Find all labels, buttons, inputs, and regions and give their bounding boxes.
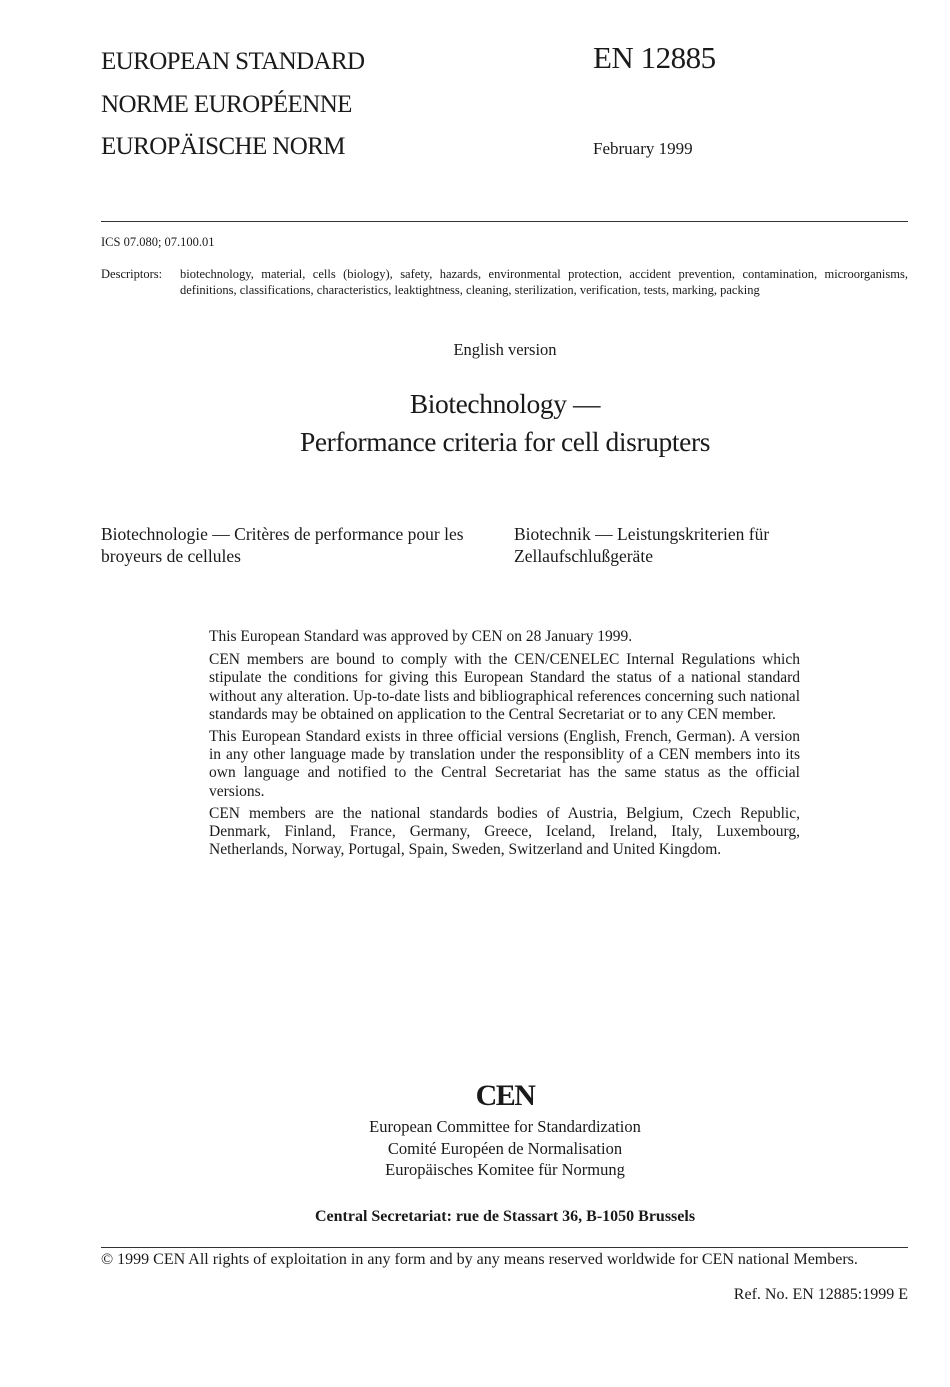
approval-notice — [209, 628, 800, 863]
publication-date: February 1999 — [593, 139, 693, 158]
approval-date-paragraph: This European Standard was approved by CEN on 28 January 1999. — [209, 628, 633, 645]
reference-number: Ref. No. EN 12885:1999 E — [733, 1286, 908, 1303]
cen-logo: CEN — [475, 1079, 535, 1112]
french-title: Biotechnologie — Critères de performance pour les broyeurs de cellules — [101, 524, 464, 566]
language-version: English version — [453, 340, 557, 359]
copyright-notice: © 1999 CEN All rights of exploitation in any form and by any means reserved worldwide for CEN national Members. — [101, 1251, 858, 1268]
standard-name-english: EUROPEAN STANDARD — [101, 48, 365, 75]
compliance-paragraph: CEN members are bound to comply with the CEN/CENELEC Internal Regulations which stipulate the conditions for giving this European Standard the status of a national standard without any alteration. Up-to-date lists and bibliographical references concerning such national standards may be obtained on application to the Central Secretariat or to any CEN member. — [209, 651, 800, 723]
cen-name-german: Europäisches Komitee für Normung — [385, 1160, 625, 1179]
descriptors-label: Descriptors: — [101, 267, 163, 281]
official-versions-paragraph: This European Standard exists in three official versions (English, French, German). A version in any other language made by translation under the responsiblity of a CEN members into its own language and notified to the Central Secretariat has the same status as the official versions. — [209, 728, 800, 800]
standard-name-french: NORME EUROPÉENNE — [101, 91, 352, 118]
top-divider — [101, 221, 908, 222]
descriptors-text: biotechnology, material, cells (biology), safety, hazards, environmental protection, accident prevention, contamination, microorganisms, definitions, classifications, characteristics, leaktightness, cleaning, sterilization, verification, tests, marking, packing — [180, 267, 908, 297]
ics-codes: ICS 07.080; 07.100.01 — [101, 235, 215, 249]
document-title-line-1: Biotechnology — — [409, 388, 601, 419]
cen-name-english: European Committee for Standardization — [369, 1117, 641, 1136]
members-paragraph: CEN members are the national standards bodies of Austria, Belgium, Czech Republic, Denmark, Finland, France, Germany, Greece, Iceland, Ireland, Italy, Luxembourg, Netherlands, Norway, Portugal, Spain, Sweden, Switzerland and United Kingdom. — [209, 804, 800, 859]
document-title-line-2: Performance criteria for cell disrupters — [299, 426, 711, 457]
secretariat-address: Central Secretariat: rue de Stassart 36, B-1050 Brussels — [314, 1208, 696, 1225]
bottom-divider — [101, 1247, 908, 1248]
standard-name-german: EUROPÄISCHE NORM — [101, 133, 345, 160]
standard-number: EN 12885 — [593, 40, 716, 75]
german-title: Biotechnik — Leistungskriterien für Zellaufschlußgeräte — [514, 524, 770, 566]
cen-name-french: Comité Européen de Normalisation — [387, 1139, 623, 1158]
